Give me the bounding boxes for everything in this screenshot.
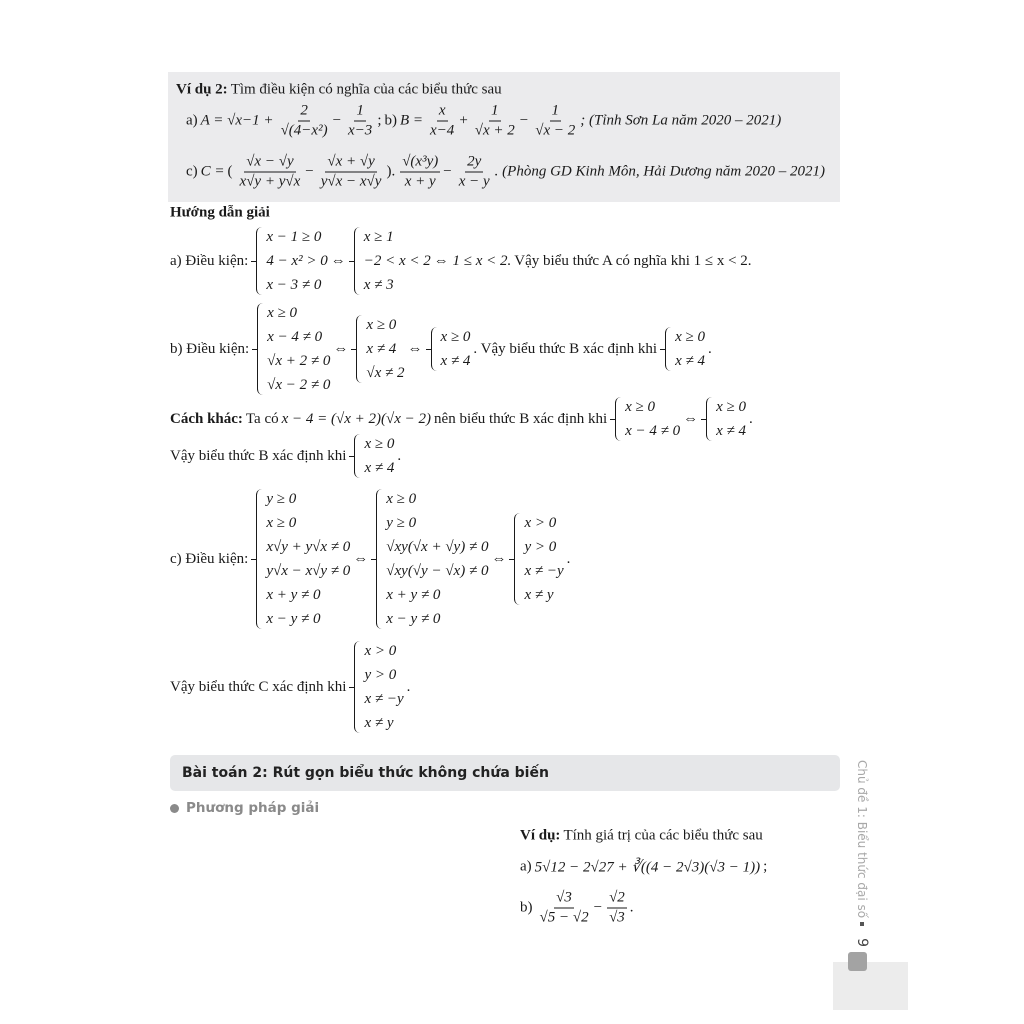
math-text: A = √x−1 + [200, 112, 274, 129]
example2-line-ab [186, 103, 784, 140]
text: ⇔ [353, 550, 369, 567]
text: . [749, 410, 753, 427]
bullet-icon [170, 804, 179, 813]
system-line: x ≠ −y [364, 691, 404, 707]
text: . [629, 899, 634, 916]
fraction [319, 154, 384, 191]
system-line: x ≠ 4 [675, 353, 705, 369]
bold-label: Ví dụ 2: [176, 81, 228, 98]
denominator: √x + 2 [474, 122, 515, 139]
text: − [443, 163, 452, 180]
example2-line-c [186, 154, 828, 191]
chapter-sidebar [854, 760, 870, 967]
example-a [520, 858, 770, 877]
text: ⇔ [491, 550, 507, 567]
equation-system [352, 225, 431, 297]
denominator: x−4 [430, 122, 455, 139]
equation-system [663, 325, 705, 373]
text: c) [186, 163, 198, 180]
numerator: 2y [465, 154, 483, 173]
system-line: −2 < x < 2 [363, 253, 431, 269]
text: ; (Tỉnh Sơn La năm 2020 – 2021) [580, 112, 782, 129]
text: − [593, 899, 603, 916]
equation-system [352, 432, 394, 480]
text: ). [386, 163, 396, 180]
denominator: y√x − x√y [320, 173, 382, 190]
text: . [397, 447, 402, 464]
equation-system [429, 325, 471, 373]
system-line: x ≠ y [364, 715, 394, 731]
bold-label: Hướng dẫn giải [170, 204, 270, 221]
fraction [538, 890, 591, 927]
system-line: x > 0 [364, 643, 397, 659]
system-line: y > 0 [364, 667, 397, 683]
system-line: x − y ≠ 0 [386, 611, 441, 627]
text: a) [186, 112, 198, 129]
text: . Vậy biểu thức B xác định khi [473, 340, 658, 357]
system-line: x ≠ y [524, 587, 554, 603]
equation-system [255, 301, 330, 397]
text: ; [763, 858, 768, 875]
text: . (Phòng GD Kinh Môn, Hải Dương năm 2020 – 2021) [494, 163, 825, 180]
fraction [473, 103, 517, 140]
numerator: 1 [550, 103, 562, 122]
system-line: √x + 2 ≠ 0 [267, 353, 331, 369]
system-line: y ≥ 0 [386, 515, 417, 531]
text: − [519, 112, 529, 129]
text: ⇔ [333, 340, 349, 357]
text: Vậy biểu thức A có nghĩa khi 1 ≤ x < 2. [514, 252, 752, 269]
system-line: x ≥ 0 [266, 515, 297, 531]
equation-system [374, 487, 488, 631]
text: . [707, 340, 712, 357]
section-title: Bài toán 2: Rút gọn biểu thức không chứa biến [182, 765, 549, 781]
text: . [406, 678, 411, 695]
denominator: x + y [404, 173, 436, 190]
system-line: √xy(√y − √x) ≠ 0 [386, 563, 489, 579]
text: − [332, 112, 342, 129]
system-line: x ≥ 0 [364, 436, 395, 452]
system-line: x ≥ 1 [363, 229, 394, 245]
text: ⇔ [683, 410, 699, 427]
page-number: 9 [854, 938, 870, 948]
separator-icon [860, 922, 864, 926]
text: a) [520, 858, 532, 875]
chapter-label: Chủ đề 1: Biểu thức đại số [855, 760, 869, 919]
denominator: x − y [458, 173, 490, 190]
math-text: 5√12 − 2√27 + ∛((4 − 2√3)(√3 − 1)) [534, 859, 761, 876]
denominator: √3 [609, 909, 625, 926]
text: Ta có [245, 410, 279, 427]
numerator: √2 [607, 890, 627, 909]
fraction [428, 103, 456, 140]
system-line: x ≥ 0 [386, 491, 417, 507]
system-line: x + y ≠ 0 [266, 587, 321, 603]
equation-system [613, 395, 680, 443]
system-line: x > 0 [524, 515, 557, 531]
system-line: x − 1 ≥ 0 [266, 229, 322, 245]
system-line: y ≥ 0 [266, 491, 297, 507]
bold-label: Ví dụ: [520, 827, 561, 844]
method-heading [170, 800, 319, 816]
solution-alt-conclusion [170, 432, 404, 480]
text: nên biểu thức B xác định khi [434, 410, 608, 427]
system-line: x ≠ 3 [363, 277, 394, 293]
system-line: x − 3 ≠ 0 [266, 277, 322, 293]
text: Tìm điều kiện có nghĩa của các biểu thức sau [230, 81, 502, 98]
text: b) [384, 112, 397, 129]
example-title [520, 828, 766, 845]
system-line: √x ≠ 2 [366, 365, 405, 381]
math-text: ⇔ 1 ≤ x < 2. [433, 252, 512, 269]
solution-heading [170, 205, 273, 222]
system-line: x ≠ 4 [440, 353, 471, 369]
example-b [520, 890, 637, 927]
text: . [566, 550, 571, 567]
system-line: x − 4 ≠ 0 [625, 423, 681, 439]
system-line: y > 0 [524, 539, 557, 555]
system-line: x ≠ −y [524, 563, 564, 579]
bold-label: Cách khác: [170, 410, 243, 427]
system-line: x ≥ 0 [440, 329, 471, 345]
numerator: 2 [298, 103, 310, 122]
fraction [400, 154, 440, 191]
system-line: x ≠ 4 [716, 423, 747, 439]
solution-c [170, 487, 573, 631]
method-label: Phương pháp giải [186, 800, 320, 816]
system-line: √xy(√x + √y) ≠ 0 [386, 539, 489, 555]
fraction [346, 103, 374, 140]
text: b) Điều kiện: [170, 340, 250, 357]
math-text: B = [399, 112, 424, 129]
numerator: √x + √y [325, 154, 376, 173]
fraction [607, 890, 627, 927]
text: Tính giá trị của các biểu thức sau [563, 827, 763, 844]
system-line: x ≠ 4 [364, 460, 395, 476]
fraction [279, 103, 330, 140]
text: − [305, 163, 314, 180]
equation-system [512, 511, 563, 607]
text: Vậy biểu thức C xác định khi [170, 678, 347, 695]
numerator: √3 [554, 890, 574, 909]
denominator: √x − 2 [535, 122, 576, 139]
text: Vậy biểu thức B xác định khi [170, 447, 347, 464]
system-line: x ≥ 0 [366, 317, 397, 333]
system-line: x ≥ 0 [267, 305, 298, 321]
example2-title [176, 82, 505, 99]
math-text: x − 4 = (√x + 2)(√x − 2) [281, 410, 432, 427]
numerator: 1 [489, 103, 501, 122]
system-line: y√x − x√y ≠ 0 [266, 563, 351, 579]
fraction [238, 154, 303, 191]
text: b) [520, 899, 533, 916]
system-line: x√y + y√x ≠ 0 [266, 539, 351, 555]
text: a) Điều kiện: [170, 252, 249, 269]
equation-system [352, 639, 403, 735]
math-text: C = [200, 163, 225, 180]
system-line: x ≥ 0 [716, 399, 747, 415]
system-line: x ≥ 0 [625, 399, 656, 415]
numerator: √x − √y [244, 154, 295, 173]
solution-c-conclusion [170, 639, 413, 735]
denominator: √(4−x²) [280, 122, 328, 139]
system-line: x ≠ 4 [366, 341, 397, 357]
tab-marker-icon [848, 952, 867, 971]
equation-system [254, 225, 327, 297]
page-tab [833, 962, 908, 1010]
text: ( [227, 163, 233, 180]
numerator: 1 [354, 103, 366, 122]
fraction [457, 154, 492, 191]
denominator: x√y + y√x [239, 173, 301, 190]
text: ⇔ [407, 340, 423, 357]
numerator: x [437, 103, 448, 122]
numerator: √(x³y) [400, 154, 440, 173]
text: + [459, 112, 468, 129]
equation-system [704, 395, 746, 443]
system-line: 4 − x² > 0 [266, 253, 328, 269]
fraction [533, 103, 577, 140]
denominator: √5 − √2 [539, 909, 589, 926]
solution-a [170, 225, 755, 297]
equation-system [254, 487, 350, 631]
text: c) Điều kiện: [170, 550, 249, 567]
equation-system [354, 313, 404, 385]
system-line: √x − 2 ≠ 0 [267, 377, 331, 393]
system-line: x ≥ 0 [675, 329, 705, 345]
text: ⇔ [330, 252, 346, 269]
system-line: x + y ≠ 0 [386, 587, 441, 603]
system-line: x − 4 ≠ 0 [267, 329, 323, 345]
denominator: x−3 [348, 122, 373, 139]
text: ; [377, 112, 382, 129]
solution-b [170, 301, 715, 397]
system-line: x − y ≠ 0 [266, 611, 321, 627]
